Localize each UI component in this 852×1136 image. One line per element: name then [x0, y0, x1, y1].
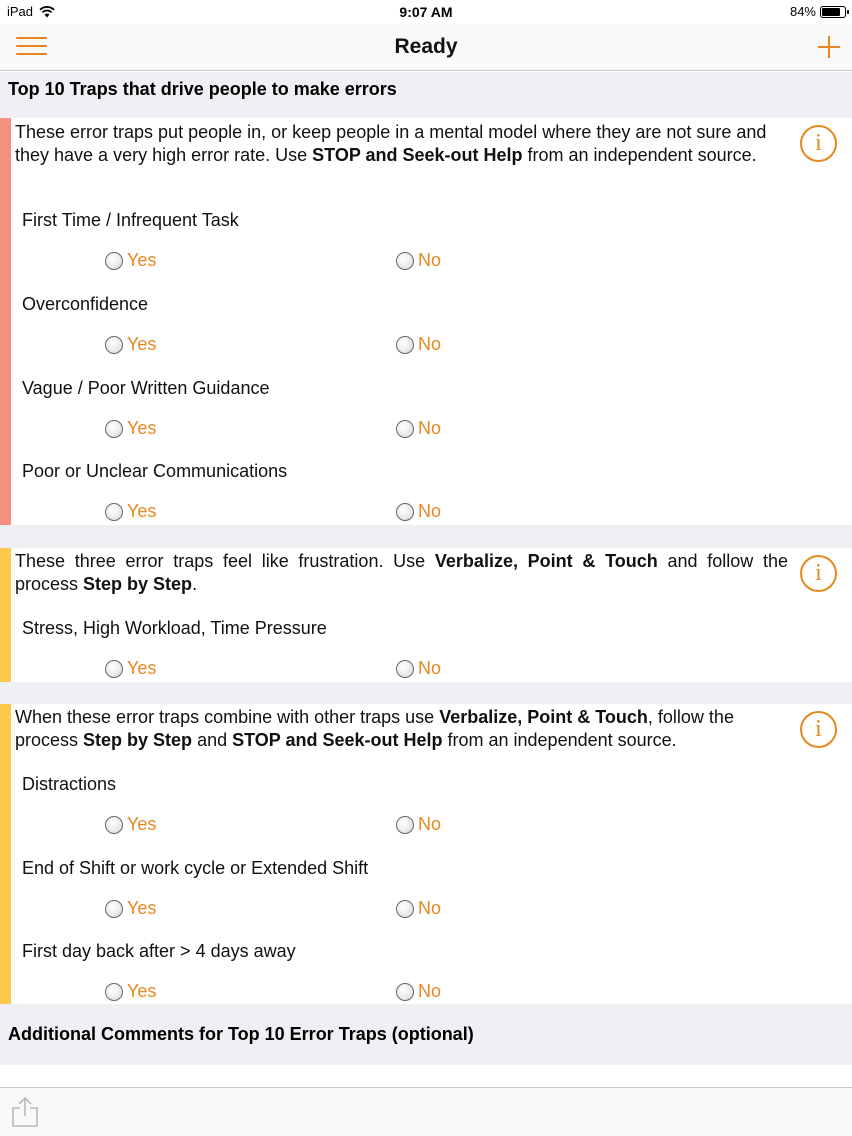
error-trap-group-combined: [0, 704, 852, 1004]
question-label: Overconfidence: [22, 294, 149, 314]
radio-button[interactable]: [396, 336, 414, 354]
group-color-bar: [0, 704, 11, 1004]
radio-button[interactable]: [396, 503, 414, 521]
no-radio-option[interactable]: No: [396, 334, 441, 355]
radio-button[interactable]: [105, 420, 123, 438]
question-label: Stress, High Workload, Time Pressure: [22, 618, 327, 638]
error-trap-group-frustration: [0, 548, 852, 682]
radio-button[interactable]: [396, 900, 414, 918]
no-radio-option[interactable]: No: [396, 418, 441, 439]
navigation-bar: [0, 24, 852, 71]
radio-button[interactable]: [105, 816, 123, 834]
group-color-bar: [0, 548, 11, 682]
device-name: iPad: [7, 4, 34, 19]
yes-radio-option[interactable]: Yes: [105, 334, 156, 355]
yes-radio-option[interactable]: Yes: [105, 501, 156, 522]
radio-button[interactable]: [396, 252, 414, 270]
status-bar: [0, 0, 852, 24]
section-title: Top 10 Traps that drive people to make errors: [8, 79, 397, 99]
group-description: These three error traps feel like frustration. Use Verbalize, Point & Touch and follow the process Step by Step.: [15, 551, 788, 594]
bottom-toolbar: [0, 1087, 852, 1136]
comments-field[interactable]: [0, 1065, 852, 1087]
info-icon[interactable]: i: [800, 711, 837, 748]
group-description: These error traps put people in, or keep people in a mental model where they are not sure and they have a very high error rate. Use STOP and Seek-out Help from an independent source.: [15, 122, 767, 165]
radio-button[interactable]: [105, 252, 123, 270]
radio-button[interactable]: [105, 900, 123, 918]
info-icon[interactable]: i: [800, 555, 837, 592]
radio-button[interactable]: [396, 660, 414, 678]
question-label: End of Shift or work cycle or Extended Shift: [22, 858, 369, 878]
radio-button[interactable]: [105, 983, 123, 1001]
comments-section-title: Additional Comments for Top 10 Error Traps (optional): [8, 1024, 474, 1044]
radio-button[interactable]: [105, 660, 123, 678]
no-radio-option[interactable]: No: [396, 250, 441, 271]
battery-percent: 84%: [789, 4, 816, 19]
status-time: 9:07 AM: [399, 4, 453, 20]
no-radio-option[interactable]: No: [396, 898, 441, 919]
info-icon[interactable]: i: [800, 125, 837, 162]
radio-button[interactable]: [105, 336, 123, 354]
yes-radio-option[interactable]: Yes: [105, 814, 156, 835]
status-right: [790, 4, 846, 19]
question-label: First Time / Infrequent Task: [22, 210, 239, 230]
no-radio-option[interactable]: No: [396, 658, 441, 679]
radio-button[interactable]: [396, 983, 414, 1001]
error-trap-group-mental-model: [0, 118, 852, 525]
yes-radio-option[interactable]: Yes: [105, 418, 156, 439]
share-icon[interactable]: [11, 1096, 39, 1128]
question-label: Distractions: [22, 774, 117, 794]
yes-radio-option[interactable]: Yes: [105, 898, 156, 919]
question-label: First day back after > 4 days away: [22, 941, 296, 961]
yes-radio-option[interactable]: Yes: [105, 250, 156, 271]
group-color-bar: [0, 118, 11, 525]
page-title: Ready: [394, 35, 458, 58]
yes-radio-option[interactable]: Yes: [105, 981, 156, 1002]
radio-button[interactable]: [105, 503, 123, 521]
question-label: Poor or Unclear Communications: [22, 461, 288, 481]
form-content[interactable]: [0, 72, 852, 1065]
radio-button[interactable]: [396, 420, 414, 438]
no-radio-option[interactable]: No: [396, 501, 441, 522]
yes-radio-option[interactable]: Yes: [105, 658, 156, 679]
add-plus-icon[interactable]: [818, 36, 840, 58]
question-label: Vague / Poor Written Guidance: [22, 378, 270, 398]
battery-icon: [820, 6, 846, 18]
group-description: When these error traps combine with other traps use Verbalize, Point & Touch, follow the process Step by Step and STOP and Seek-out Help from an independent source.: [15, 707, 734, 750]
radio-button[interactable]: [396, 816, 414, 834]
no-radio-option[interactable]: No: [396, 814, 441, 835]
no-radio-option[interactable]: No: [396, 981, 441, 1002]
